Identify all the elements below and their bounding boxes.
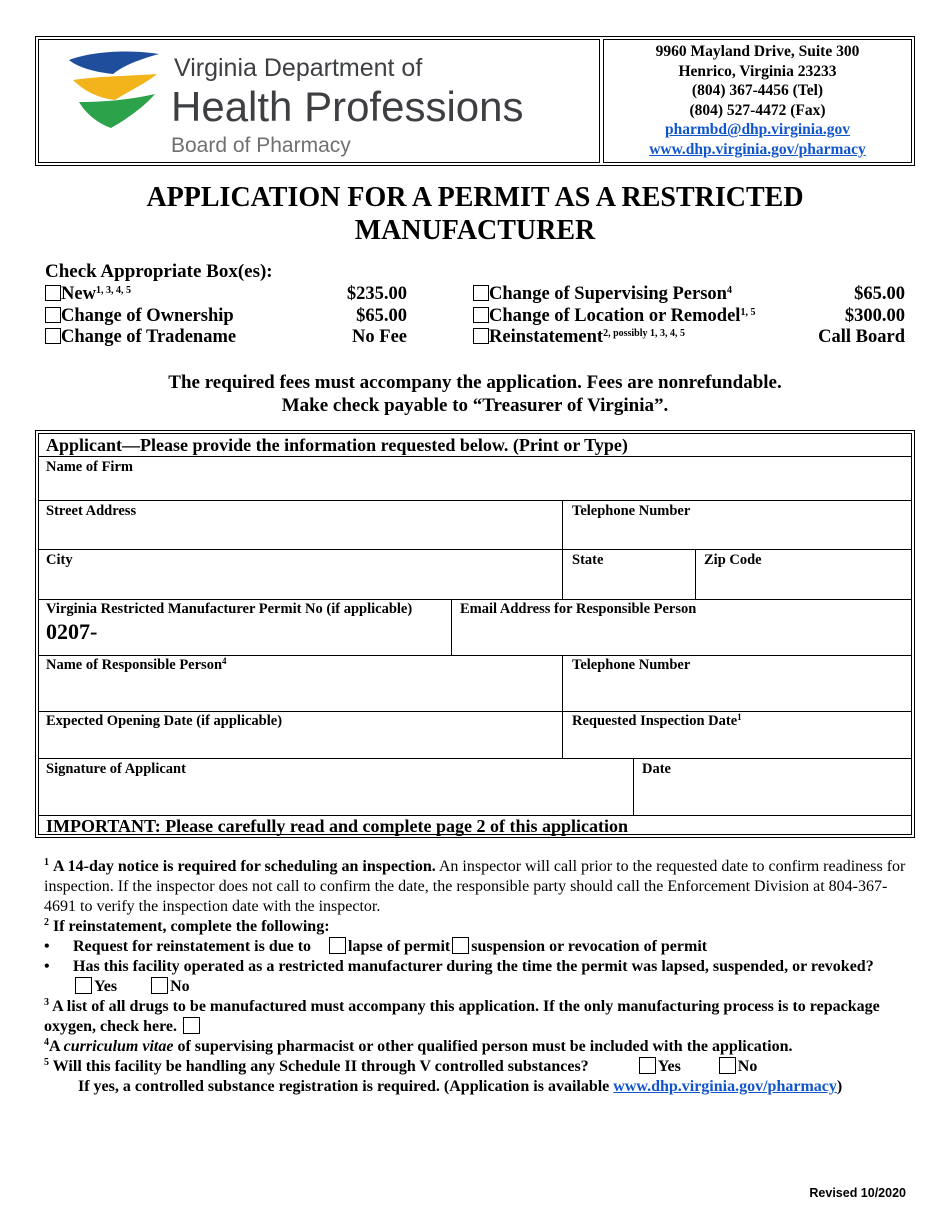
- option-footnote: 1, 5: [740, 307, 756, 318]
- change-of-ownership-checkbox[interactable]: [45, 307, 61, 323]
- option-new[interactable]: [45, 284, 131, 305]
- inspection-date-label-text: Requested Inspection Date: [572, 713, 738, 729]
- change-of-location-checkbox[interactable]: [473, 307, 489, 323]
- inspection-date-field[interactable]: [563, 712, 913, 758]
- signature-label: Signature of Applicant: [46, 761, 186, 777]
- option-label: New: [61, 284, 96, 304]
- telephone-number-2-label: Telephone Number: [572, 657, 691, 673]
- fee-change-of-tradename: No Fee: [352, 327, 407, 347]
- name-of-firm-label: Name of Firm: [46, 459, 133, 475]
- option-change-of-ownership[interactable]: [45, 306, 234, 327]
- footnote-5: [44, 1057, 914, 1077]
- yes-label: Yes: [657, 1058, 681, 1075]
- option-change-of-tradename[interactable]: [45, 327, 236, 348]
- state-label: State: [572, 552, 604, 568]
- fee-change-of-ownership: $65.00: [356, 306, 407, 326]
- fee-reinstatement: Call Board: [818, 327, 905, 347]
- revision-date: Revised 10/2020: [809, 1186, 906, 1200]
- footnote-3: [44, 997, 914, 1037]
- website-link[interactable]: www.dhp.virginia.gov/pharmacy: [649, 140, 866, 158]
- footnote-5-number: 5: [44, 1057, 49, 1068]
- telephone-number-field[interactable]: [563, 501, 913, 549]
- responsible-person-field[interactable]: [39, 656, 562, 710]
- footnote-3-text: A list of all drugs to be manufactured must accompany this application. If the only manufacturing process is to repackage oxygen, check here.: [44, 998, 880, 1035]
- date-label: Date: [642, 761, 671, 777]
- page-title: [35, 181, 915, 247]
- logo-line-2: Health Professions: [171, 83, 524, 130]
- street-address-field[interactable]: [39, 501, 562, 549]
- footnote-5-sub-text: If yes, a controlled substance registration is required. (Application is available: [78, 1078, 614, 1095]
- fee-new: $235.00: [346, 284, 407, 304]
- dhp-swoosh-icon: [65, 50, 165, 130]
- option-label: Change of Ownership: [61, 306, 234, 326]
- title-line-2: MANUFACTURER: [354, 215, 596, 246]
- important-note: IMPORTANT: Please carefully read and complete page 2 of this application: [46, 816, 628, 836]
- lapse-of-permit-checkbox[interactable]: [329, 937, 346, 954]
- footnote-5-text: Will this facility be handling any Schedule II through V controlled substances?: [49, 1058, 589, 1075]
- footnote-2-number: 2: [44, 917, 49, 928]
- footnote-4-italic: curriculum vitae: [63, 1038, 174, 1055]
- fee-change-of-location: $300.00: [844, 306, 905, 326]
- zip-code-label: Zip Code: [704, 552, 762, 568]
- title-line-1: APPLICATION FOR A PERMIT AS A RESTRICTED: [146, 182, 804, 213]
- option-reinstatement[interactable]: [473, 327, 685, 348]
- footnote-3-number: 3: [44, 997, 49, 1008]
- change-of-tradename-checkbox[interactable]: [45, 328, 61, 344]
- option-change-of-supervising-person[interactable]: [473, 284, 732, 305]
- no-label: No: [170, 978, 190, 995]
- city-field[interactable]: [39, 550, 562, 598]
- operated-during-lapse-text: Has this facility operated as a restricted manufacturer during the time the permit was lapsed, suspended, or revoked?: [73, 958, 874, 975]
- fax: (804) 527-4472 (Fax): [689, 101, 826, 119]
- city-label: City: [46, 552, 73, 568]
- permit-number-field[interactable]: [39, 600, 451, 654]
- no-label: No: [737, 1058, 758, 1075]
- application-link[interactable]: www.dhp.virginia.gov/pharmacy: [613, 1078, 837, 1095]
- email-address-field[interactable]: [452, 600, 913, 654]
- operated-during-lapse: [44, 957, 914, 997]
- option-label: Reinstatement: [489, 327, 604, 347]
- option-footnote: 2, possibly 1, 3, 4, 5: [603, 328, 686, 339]
- suspension-revocation-label: suspension or revocation of permit: [471, 938, 708, 955]
- responsible-person-label-text: Name of Responsible Person: [46, 657, 223, 673]
- footnote-2-text: If reinstatement, complete the following:: [49, 918, 330, 935]
- fee-note-line-1: The required fees must accompany the application. Fees are nonrefundable.: [168, 372, 782, 393]
- responsible-person-footnote: 4: [222, 656, 227, 666]
- operated-no-checkbox[interactable]: [151, 977, 168, 994]
- option-label: Change of Location or Remodel: [489, 306, 741, 326]
- address-line-2: Henrico, Virginia 23233: [678, 62, 837, 80]
- date-field[interactable]: [634, 759, 913, 814]
- footnote-4-number: 4: [44, 1037, 49, 1048]
- dhp-logo: [38, 39, 600, 163]
- new-checkbox[interactable]: [45, 285, 61, 301]
- footnote-4-text: of supervising pharmacist or other qualified person must be included with the application.: [173, 1038, 793, 1055]
- telephone-number-label: Telephone Number: [572, 503, 691, 519]
- footnote-4-pre: A: [49, 1038, 64, 1055]
- yes-label: Yes: [94, 978, 118, 995]
- option-label: Change of Supervising Person: [489, 284, 727, 304]
- signature-field[interactable]: [39, 759, 633, 814]
- option-footnote: 1, 3, 4, 5: [95, 285, 131, 296]
- footnote-5-close: ): [836, 1078, 843, 1095]
- bullet: •: [44, 958, 50, 975]
- opening-date-field[interactable]: [39, 712, 562, 758]
- email-address-label: Email Address for Responsible Person: [460, 601, 697, 617]
- repackage-oxygen-checkbox[interactable]: [183, 1017, 200, 1034]
- controlled-no-checkbox[interactable]: [719, 1057, 736, 1074]
- check-heading: Check Appropriate Box(es):: [45, 261, 273, 282]
- footnotes: [44, 857, 914, 1097]
- footnote-1-number: 1: [44, 857, 49, 868]
- state-field[interactable]: [563, 550, 695, 598]
- opening-date-label: Expected Opening Date (if applicable): [46, 713, 283, 729]
- logo-line-1: Virginia Department of: [174, 54, 423, 82]
- lapse-of-permit-label: lapse of permit: [348, 938, 451, 955]
- reinstatement-reason-text: Request for reinstatement is due to: [73, 938, 312, 955]
- change-of-supervising-person-checkbox[interactable]: [473, 285, 489, 301]
- footnote-1-bold: A 14-day notice is required for scheduling an inspection.: [53, 858, 436, 875]
- option-change-of-location[interactable]: [473, 306, 755, 327]
- operated-yes-checkbox[interactable]: [75, 977, 92, 994]
- option-label: Change of Tradename: [61, 327, 237, 347]
- permit-number-label: Virginia Restricted Manufacturer Permit No (if applicable): [46, 601, 413, 617]
- inspection-date-footnote: 1: [737, 712, 742, 722]
- name-of-firm-field[interactable]: [39, 457, 913, 499]
- footnote-5-sub: [44, 1077, 914, 1097]
- contact-info: [603, 39, 912, 163]
- footnote-1-text: An inspector will call prior to the requested date to confirm readiness for inspection. If the inspector does not call to confirm the date, the responsible party should call the Enforcement Division at 804-367-4691 to verify the inspection date with the inspector.: [44, 858, 906, 915]
- fee-note: [35, 371, 915, 417]
- suspension-revocation-checkbox[interactable]: [452, 937, 469, 954]
- reinstatement-checkbox[interactable]: [473, 328, 489, 344]
- address-line-1: 9960 Mayland Drive, Suite 300: [655, 43, 860, 60]
- permit-number-value: 0207-: [46, 619, 98, 644]
- form-header: Applicant—Please provide the information requested below. (Print or Type): [46, 435, 628, 455]
- fee-note-line-2: Make check payable to “Treasurer of Virginia”.: [281, 395, 669, 416]
- controlled-yes-checkbox[interactable]: [639, 1057, 656, 1074]
- telephone: (804) 367-4456 (Tel): [691, 82, 824, 100]
- logo-line-3: Board of Pharmacy: [171, 134, 351, 157]
- street-address-label: Street Address: [46, 503, 137, 519]
- letterhead: [35, 36, 915, 166]
- option-footnote: 4: [726, 285, 732, 296]
- footnote-1: [44, 857, 914, 917]
- fee-change-of-supervising-person: $65.00: [854, 284, 905, 304]
- email-link[interactable]: pharmbd@dhp.virginia.gov: [665, 121, 850, 139]
- reinstatement-reason: [44, 937, 914, 957]
- footnote-2: [44, 917, 914, 937]
- bullet: •: [44, 938, 50, 955]
- telephone-number-2-field[interactable]: [563, 656, 913, 710]
- footnote-4: [44, 1037, 914, 1057]
- zip-code-field[interactable]: [696, 550, 913, 598]
- applicant-form: [35, 430, 915, 838]
